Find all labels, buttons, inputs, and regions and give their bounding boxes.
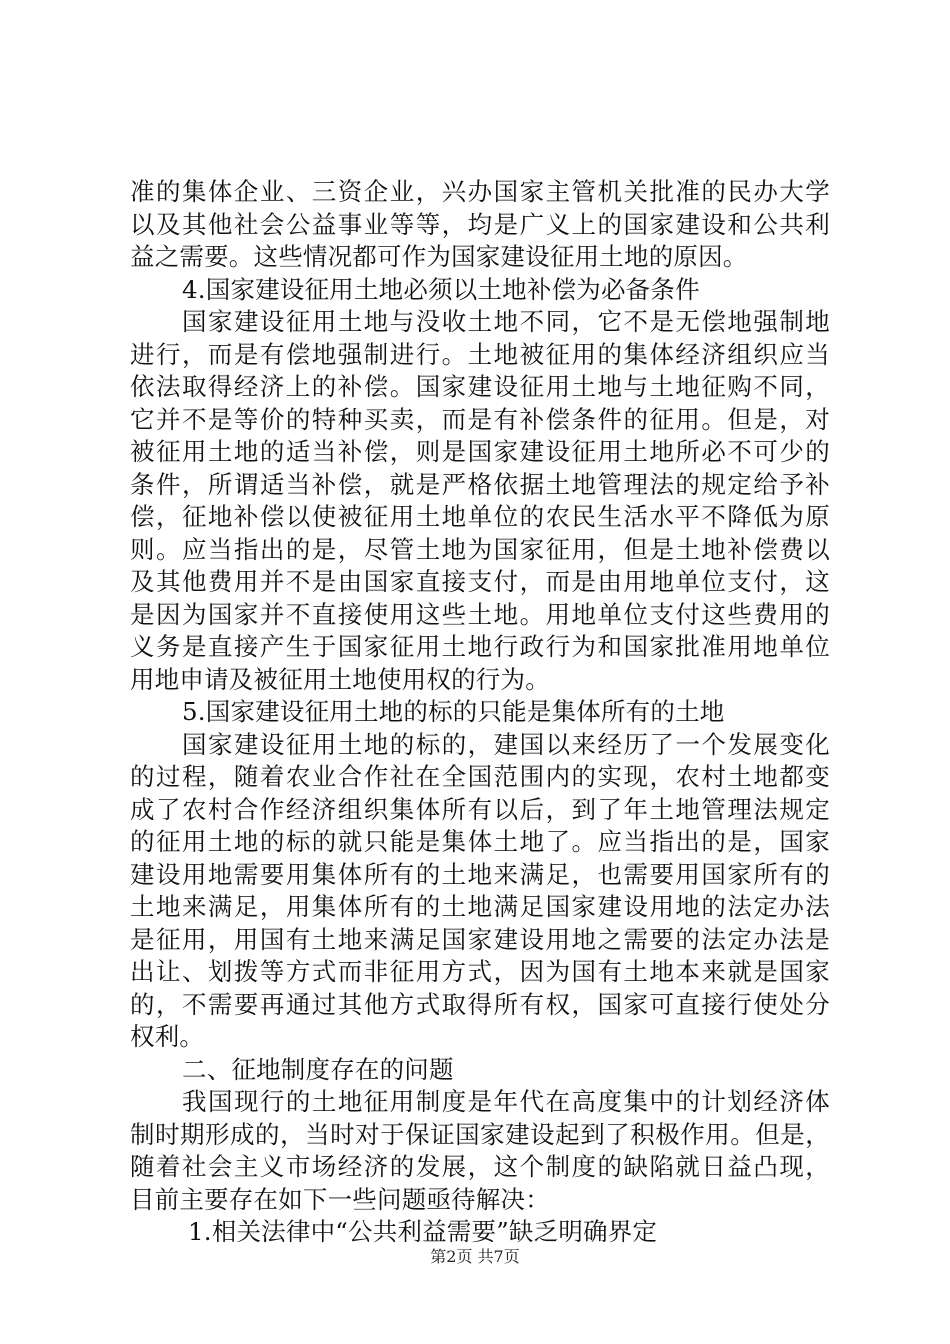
- text-line: 的，不需要再通过其他方式取得所有权，国家可直接行使处分: [130, 989, 830, 1019]
- text-line: 制时期形成的，当时对于保证国家建设起到了积极作用。但是，: [130, 1119, 830, 1149]
- text-line: 它并不是等价的特种买卖，而是有补偿条件的征用。但是，对: [130, 404, 830, 434]
- text-line: 偿，征地补偿以使被征用土地单位的农民生活水平不降低为原: [130, 502, 830, 531]
- text-line: 建设用地需要用集体所有的土地来满足，也需要用国家所有的: [130, 859, 830, 889]
- text-line: 是征用，用国有土地来满足国家建设用地之需要的法定办法是: [130, 924, 830, 954]
- text-line: 被征用土地的适当补偿，则是国家建设征用土地所必不可少的: [130, 437, 830, 466]
- text-line: 目前主要存在如下一些问题亟待解决：: [130, 1184, 550, 1214]
- document-body: [130, 176, 830, 1249]
- text-line: 权利。: [130, 1022, 205, 1051]
- paragraph-start: 我国现行的土地征用制度是年代在高度集中的计划经济体: [182, 1087, 830, 1116]
- paragraph-start: 国家建设征用土地的标的，建国以来经历了一个发展变化: [182, 729, 830, 759]
- text-line: 条件，所谓适当补偿，就是严格依据土地管理法的规定给予补: [130, 469, 830, 499]
- text-line: 用地申请及被征用土地使用权的行为。: [130, 664, 550, 694]
- text-line: 进行，而是有偿地强制进行。土地被征用的集体经济组织应当: [130, 339, 830, 369]
- text-line: 是因为国家并不直接使用这些土地。用地单位支付这些费用的: [130, 599, 830, 629]
- paragraph-start: 国家建设征用土地与没收土地不同，它不是无偿地强制地: [182, 307, 830, 336]
- text-line: 的征用土地的标的就只能是集体土地了。应当指出的是，国家: [130, 827, 830, 856]
- page-footer: [0, 1244, 950, 1267]
- section-heading: 1.相关法律中“公共利益需要”缺乏明确界定: [188, 1217, 658, 1246]
- text-line: 出让、划拨等方式而非征用方式，因为国有土地本来就是国家: [130, 957, 830, 986]
- text-line: 以及其他社会公益事业等等，均是广义上的国家建设和公共利: [130, 209, 830, 239]
- text-line: 益之需要。这些情况都可作为国家建设征用土地的原因。: [130, 242, 748, 271]
- text-line: 义务是直接产生于国家征用土地行政行为和国家批准用地单位: [130, 632, 830, 661]
- page-number: 第2页 共7页: [430, 1247, 520, 1266]
- text-line: 成了农村合作经济组织集体所有以后，到了年土地管理法规定: [130, 794, 830, 824]
- text-line: 依法取得经济上的补偿。国家建设征用土地与土地征购不同，: [130, 372, 830, 401]
- text-line: 的过程，随着农业合作社在全国范围内的实现，农村土地都变: [130, 762, 830, 791]
- text-line: 则。应当指出的是，尽管土地为国家征用，但是土地补偿费以: [130, 534, 830, 564]
- text-line: 土地来满足，用集体所有的土地满足国家建设用地的法定办法: [130, 892, 830, 921]
- section-heading: 5.国家建设征用土地的标的只能是集体所有的土地: [182, 697, 725, 726]
- text-line: 准的集体企业、三资企业，兴办国家主管机关批准的民办大学: [130, 177, 830, 206]
- section-heading: 二、征地制度存在的问题: [182, 1054, 454, 1084]
- text-line: 及其他费用并不是由国家直接支付，而是由用地单位支付，这: [130, 567, 830, 596]
- section-heading: 4.国家建设征用土地必须以土地补偿为必备条件: [182, 274, 700, 304]
- text-line: 随着社会主义市场经济的发展，这个制度的缺陷就日益凸现，: [130, 1152, 830, 1181]
